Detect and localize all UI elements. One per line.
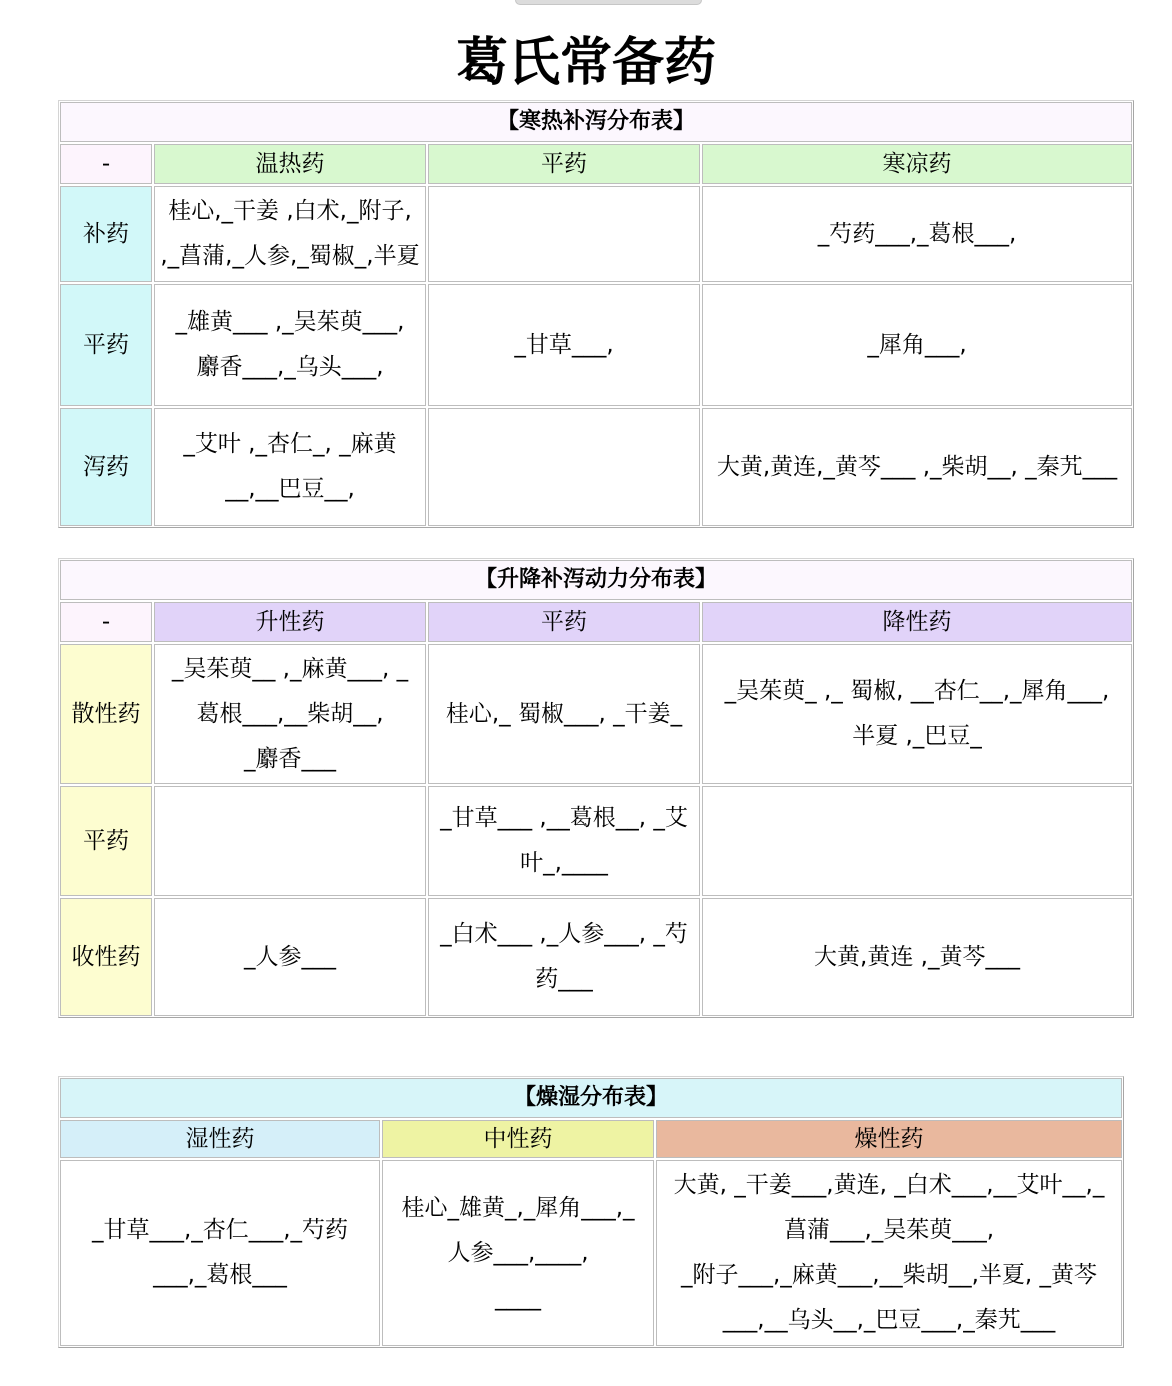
column-header-damp: 湿性药 (60, 1120, 380, 1158)
column-header-neutral: 平药 (428, 602, 700, 642)
cell-line: 大黄,黄连,_黄芩___ ,_柴胡__, _秦艽___ (716, 453, 1118, 480)
cell-line: _人参___ (244, 943, 336, 970)
table-cell (702, 408, 1132, 526)
row-header-neutral: 平药 (60, 284, 152, 406)
column-header-dry: 燥性药 (656, 1120, 1122, 1158)
table-cell (154, 644, 426, 784)
cell-line: _白术___ ,_人参___, _芍 (440, 921, 688, 947)
cell-line: _雄黄___ ,_吴茱萸___, (175, 309, 405, 335)
cell-line: _甘草___,_杏仁___,_芍药 (91, 1217, 349, 1243)
cell-line: 药___ (535, 966, 593, 992)
column-header-ascending: 升性药 (154, 602, 426, 642)
table-cell (702, 186, 1132, 282)
cell-line: __,__巴豆__, (225, 476, 355, 502)
table-cell (154, 284, 426, 406)
table-cell (60, 1160, 380, 1346)
cell-line: _甘草___, (514, 331, 614, 358)
table-cell-empty (428, 186, 700, 282)
row-header-dispersing: 散性药 (60, 644, 152, 784)
column-header-cold-cool: 寒凉药 (702, 144, 1132, 184)
table-cell (702, 898, 1132, 1016)
table-cell (382, 1160, 654, 1346)
table-cell (656, 1160, 1122, 1346)
cell-line: _芍药___,_葛根___, (817, 220, 1017, 247)
table-cell (702, 284, 1132, 406)
table-cell (428, 786, 700, 896)
cell-line: 葛根___,__柴胡__, (196, 700, 384, 727)
cell-line: 桂心,_ 蜀椒___, _干姜_ (445, 700, 683, 727)
row-header-neutral: 平药 (60, 786, 152, 896)
row-header-astringing: 收性药 (60, 898, 152, 1016)
row-header-tonify: 补药 (60, 186, 152, 282)
row-header-purge: 泻药 (60, 408, 152, 526)
table-title: 【寒热补泻分布表】 (60, 102, 1132, 142)
ascend-descend-dynamics-table (58, 558, 1134, 1018)
cell-line: 大黄, _干姜___,黄连, _白术___,__艾叶__,_ (673, 1172, 1105, 1198)
table-cell-empty (428, 408, 700, 526)
column-header-corner: - (60, 602, 152, 642)
cell-line: _麝香___ (244, 745, 336, 772)
cell-line: ____ (495, 1284, 541, 1311)
table-cell (428, 898, 700, 1016)
cell-line: 菖蒲___,_吴茱萸___, (783, 1217, 995, 1243)
table-cell-empty (702, 786, 1132, 896)
table-title: 【升降补泻动力分布表】 (60, 560, 1132, 600)
table-cell (702, 644, 1132, 784)
cell-line: 桂心,_干姜 ,白术,_附子, (168, 198, 412, 224)
cell-line: _甘草___ ,__葛根__, _艾 (440, 805, 688, 831)
dry-damp-table (58, 1076, 1124, 1348)
cell-line: 麝香___,_乌头___, (196, 354, 384, 380)
cell-line: ,_菖蒲,_人参,_蜀椒_,半夏 (160, 243, 420, 269)
column-header-neutral: 平药 (428, 144, 700, 184)
cell-line: _吴茱萸_ ,_ 蜀椒, __杏仁__,_犀角___, (724, 678, 1110, 704)
cell-line: _吴茱萸__ ,_麻黄___, _ (171, 655, 409, 682)
table-cell (154, 186, 426, 282)
table-cell-empty (154, 786, 426, 896)
table-cell (154, 898, 426, 1016)
table-cell (428, 284, 700, 406)
cell-line: 桂心_雄黄_,_犀角___,_ (401, 1194, 635, 1221)
table-title: 【燥湿分布表】 (60, 1078, 1122, 1118)
column-header-warm-hot: 温热药 (154, 144, 426, 184)
top-bar-indicator (515, 0, 702, 5)
column-header-corner: - (60, 144, 152, 184)
column-header-neutral: 中性药 (382, 1120, 654, 1158)
page-title: 葛氏常备药 (455, 33, 716, 93)
table-cell (154, 408, 426, 526)
cold-heat-tonify-purge-table (58, 100, 1134, 528)
cell-line: ___,__乌头__,_巴豆___,_秦艽___ (722, 1307, 1056, 1333)
table-cell (428, 644, 700, 784)
cell-line: 大黄,黄连 ,_黄芩___ (814, 943, 1020, 970)
cell-line: 人参___,____, (447, 1239, 589, 1266)
cell-line: 半夏 ,_巴豆_ (852, 723, 982, 749)
cell-line: _艾叶 ,_杏仁_, _麻黄 (183, 431, 397, 457)
cell-line: 叶_,____ (520, 850, 608, 876)
column-header-descending: 降性药 (702, 602, 1132, 642)
cell-line: _犀角___, (867, 331, 967, 358)
cell-line: ___,_葛根___ (153, 1262, 287, 1288)
cell-line: _附子___,_麻黄___,__柴胡__,半夏, _黄芩 (680, 1262, 1098, 1288)
